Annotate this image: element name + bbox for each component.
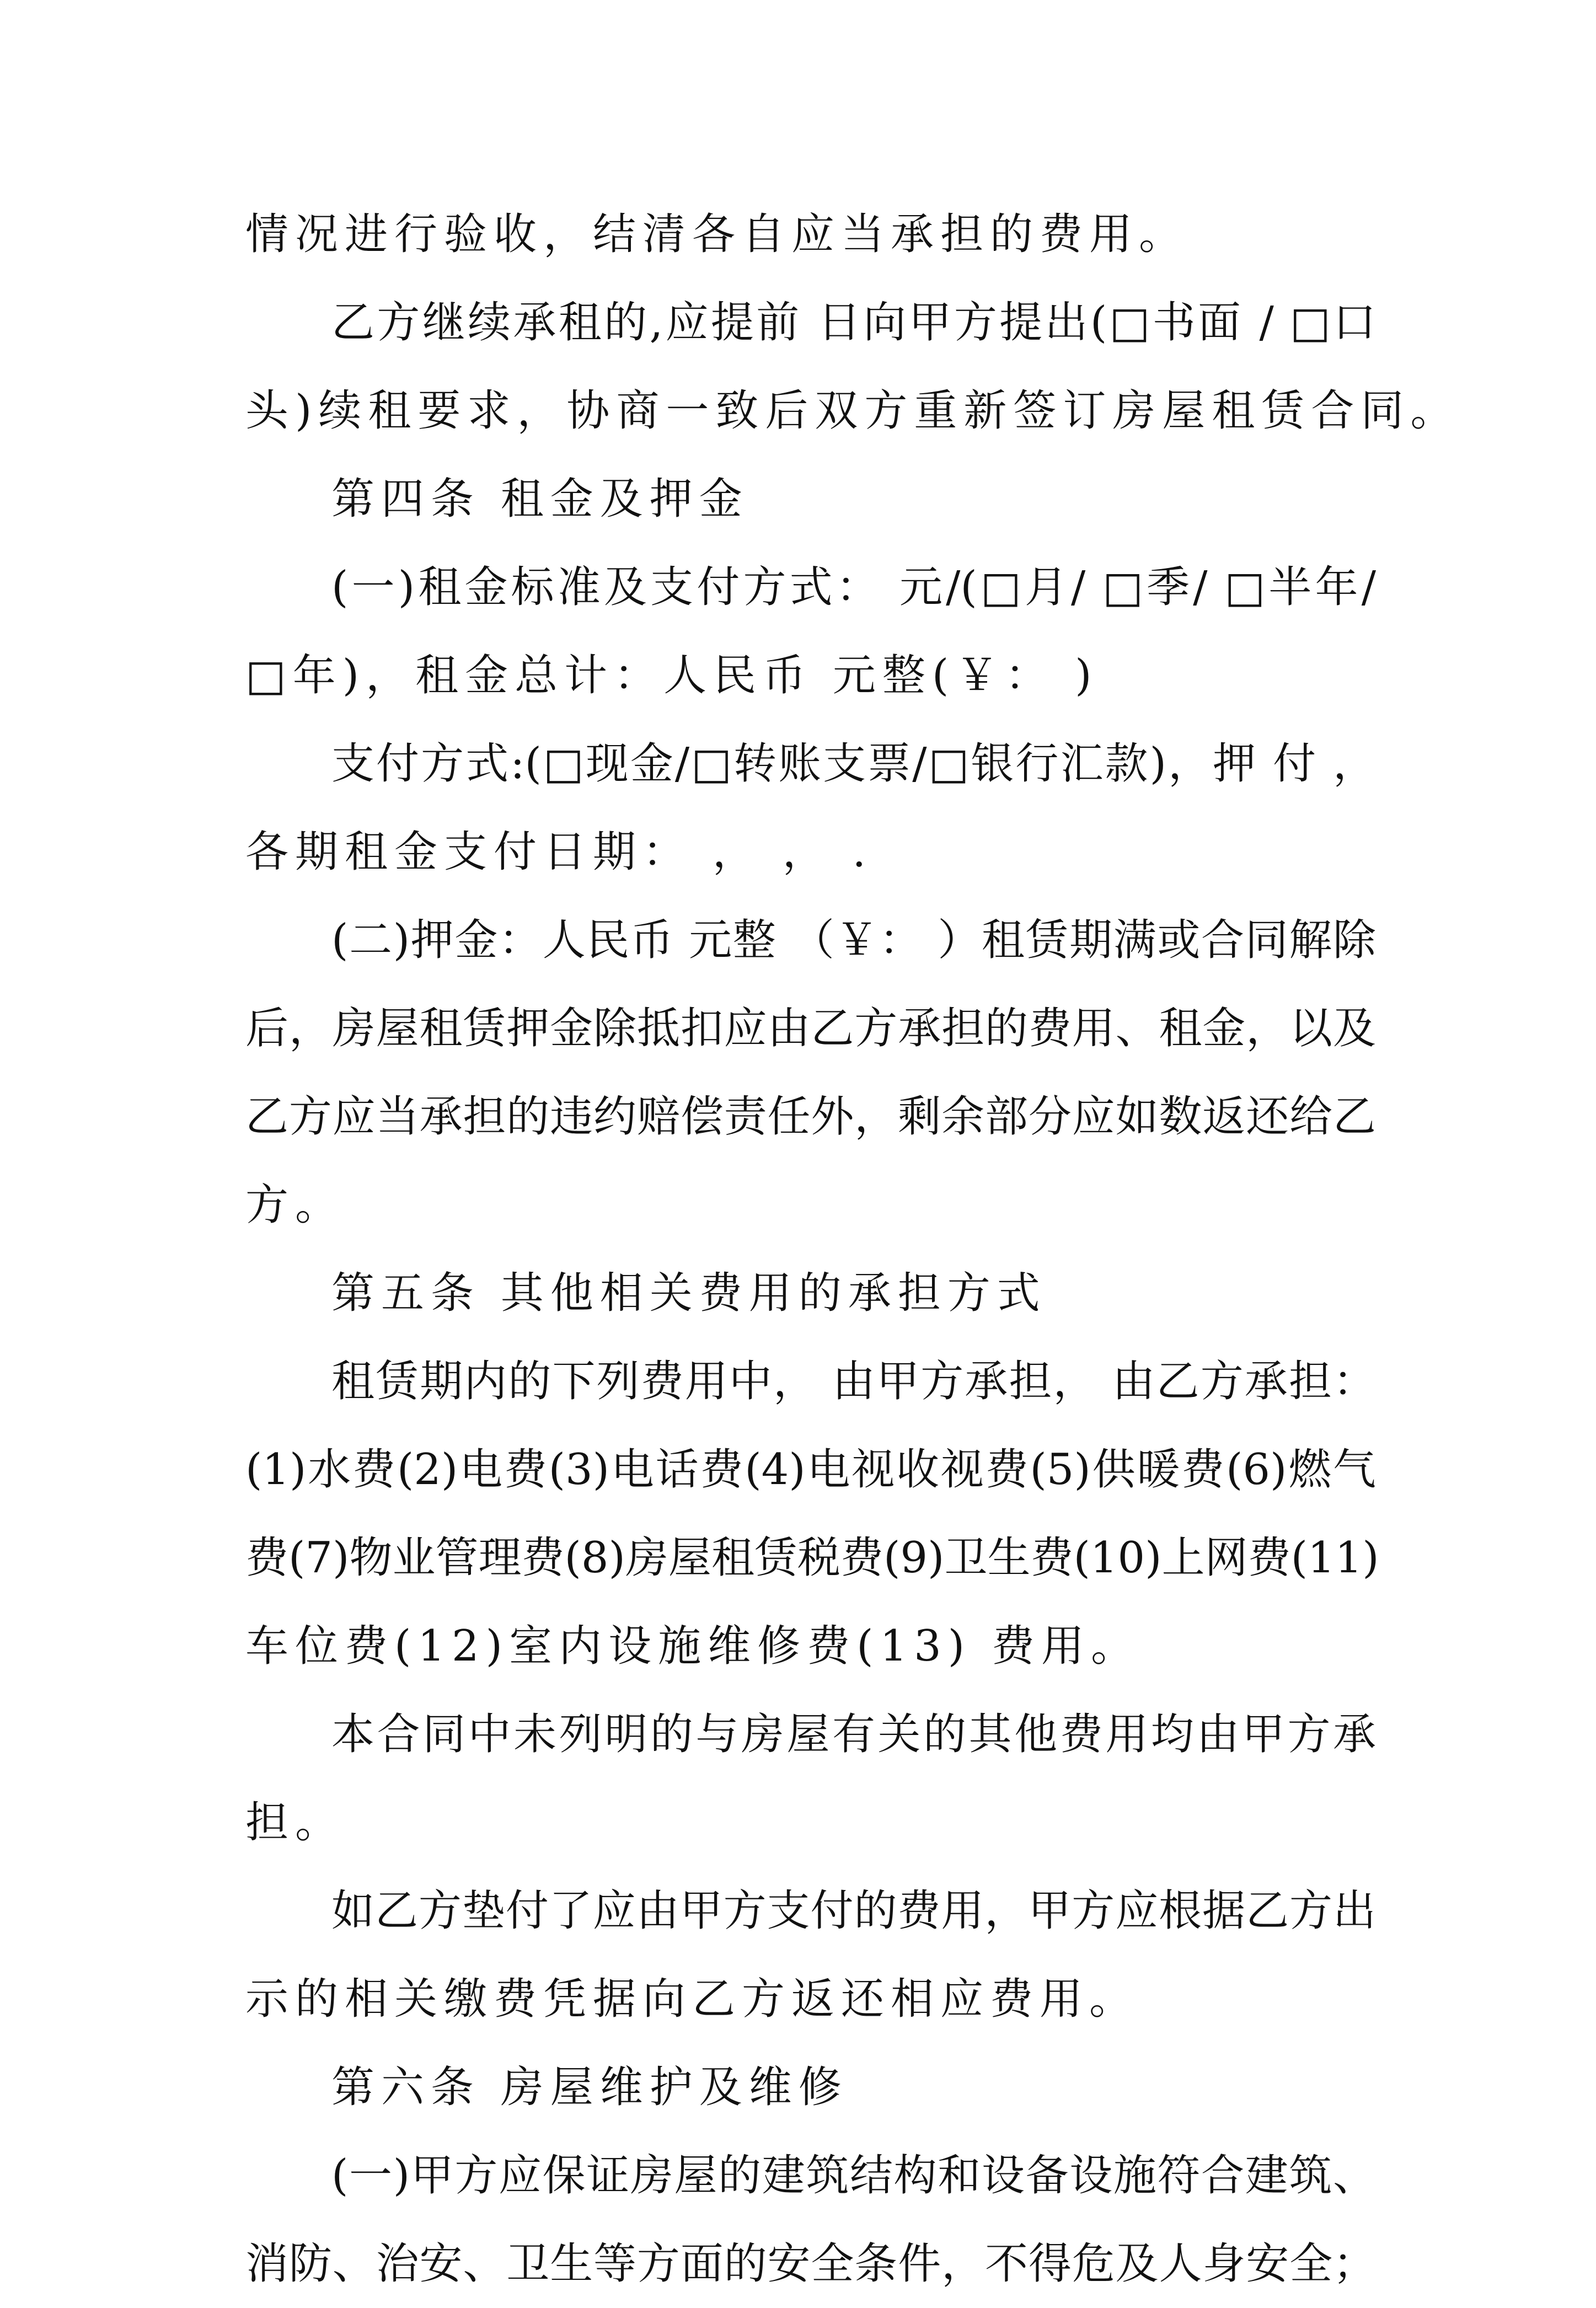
text-line-2: 乙方继续承租的,应提前 日向甲方提出(□书面 / □口 — [331, 298, 1376, 347]
article-6-heading: 第六条 房屋维护及维修 — [331, 2063, 848, 2112]
article-4-heading: 第四条 租金及押金 — [331, 474, 749, 524]
text-line-14: 租赁期内的下列费用中， 由甲方承担， 由乙方承担： — [331, 1357, 1376, 1406]
text-line-15: (1)水费(2)电费(3)电话费(4)电视收视费(5)供暖费(6)燃气 — [245, 1445, 1376, 1495]
text-line-8: 各期租金支付日期： ， ， . — [245, 827, 873, 877]
article-5-heading: 第五条 其他相关费用的承担方式 — [331, 1268, 1047, 1318]
text-line-23: (一)甲方应保证房屋的建筑结构和设备设施符合建筑、 — [331, 2151, 1376, 2200]
text-line-20: 如乙方垫付了应由甲方支付的费用，甲方应根据乙方出 — [331, 1886, 1376, 1936]
text-line-17: 车位费(12)室内设施维修费(13) 费用。 — [245, 1621, 1141, 1671]
document-page — [245, 190, 1460, 2308]
text-line-11: 乙方应当承担的违约赔偿责任外，剩余部分应如数返还给乙 — [245, 1092, 1376, 1142]
text-line-16: 费(7)物业管理费(8)房屋租赁税费(9)卫生费(10)上网费(11) — [245, 1533, 1379, 1583]
text-line-21: 示的相关缴费凭据向乙方返还相应费用。 — [245, 1974, 1139, 2024]
text-line-1: 情况进行验收，结清各自应当承担的费用。 — [245, 210, 1189, 259]
text-line-12: 方。 — [245, 1180, 345, 1230]
text-line-10: 后，房屋租赁押金除抵扣应由乙方承担的费用、租金，以及 — [245, 1004, 1376, 1053]
text-line-24: 消防、治安、卫生等方面的安全条件，不得危及人身安全； — [245, 2239, 1376, 2289]
text-line-19: 担。 — [245, 1798, 345, 1848]
text-line-18: 本合同中未列明的与房屋有关的其他费用均由甲方承 — [331, 1710, 1376, 1759]
text-line-7: 支付方式:(□现金/□转账支票/□银行汇款)，押 付 ， — [331, 739, 1376, 789]
text-line-6: □年)，租金总计：人民币 元整(￥： ) — [245, 651, 1099, 700]
text-line-9: (二)押金：人民币 元整 （￥： ）租赁期满或合同解除 — [331, 915, 1376, 965]
text-line-5: (一)租金标准及支付方式： 元/(□月/ □季/ □半年/ — [331, 563, 1376, 612]
text-line-3: 头)续租要求，协商一致后双方重新签订房屋租赁合同。 — [245, 386, 1460, 436]
